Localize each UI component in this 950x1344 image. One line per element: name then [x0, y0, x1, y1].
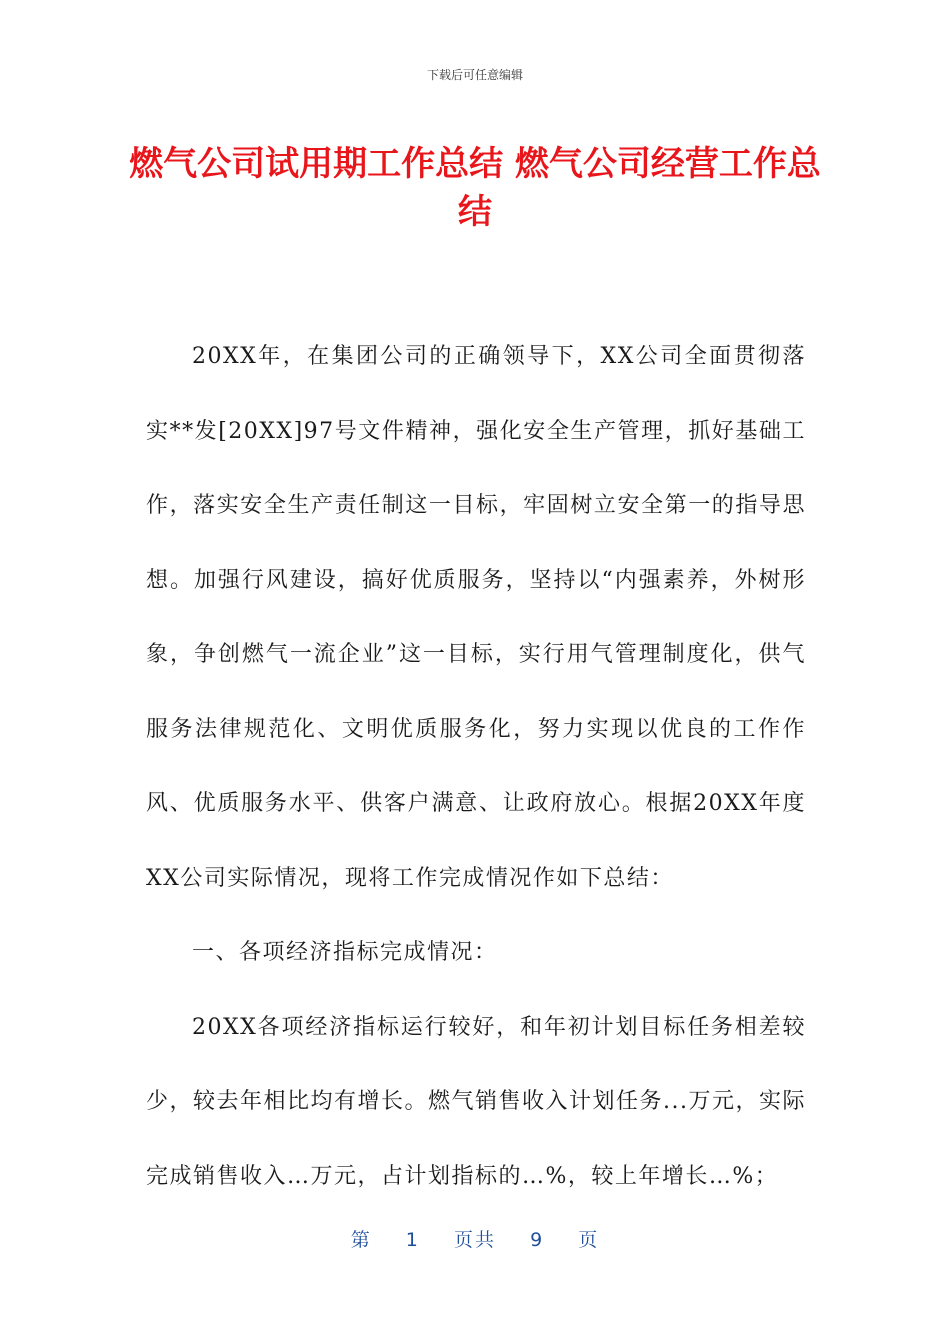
page-total: 9: [530, 1229, 545, 1251]
page-middle: 页共: [453, 1229, 496, 1251]
section-heading-economic-indicators: 一、各项经济指标完成情况：: [192, 940, 498, 965]
page-prefix: 第: [350, 1229, 372, 1251]
page-suffix: 页: [578, 1229, 600, 1251]
header-note: 下载后可任意编辑: [426, 68, 523, 82]
document-title: 燃气公司试用期工作总结 燃气公司经营工作总结: [129, 144, 821, 232]
paragraph-economic-indicators: 20XX各项经济指标运行较好，和年初计划目标任务相差较少，较去年相比均有增长。燃气销售收入计划任务...万元，实际完成销售收入…万元，占计划指标的…%，较上年增长…%；: [146, 1014, 806, 1189]
page-number: 1: [405, 1229, 420, 1251]
page-footer: [0, 1225, 950, 1252]
document-body: [146, 320, 806, 1214]
paragraph-intro: 20XX年，在集团公司的正确领导下，XX公司全面贯彻落实**发[20XX]97号文件精神，强化安全生产管理，抓好基础工作，落实安全生产责任制这一目标，牢固树立安全第一的指导思想。加强行风建设，搞好优质服务，坚持以“内强素养，外树形象，争创燃气一流企业”这一目标，实行用气管理制度化，供气服务法律规范化、文明优质服务化，努力实现以优良的工作作风、优质服务水平、供客户满意、让政府放心。根据20XX年度XX公司实际情况，现将工作完成情况作如下总结：: [146, 344, 806, 891]
